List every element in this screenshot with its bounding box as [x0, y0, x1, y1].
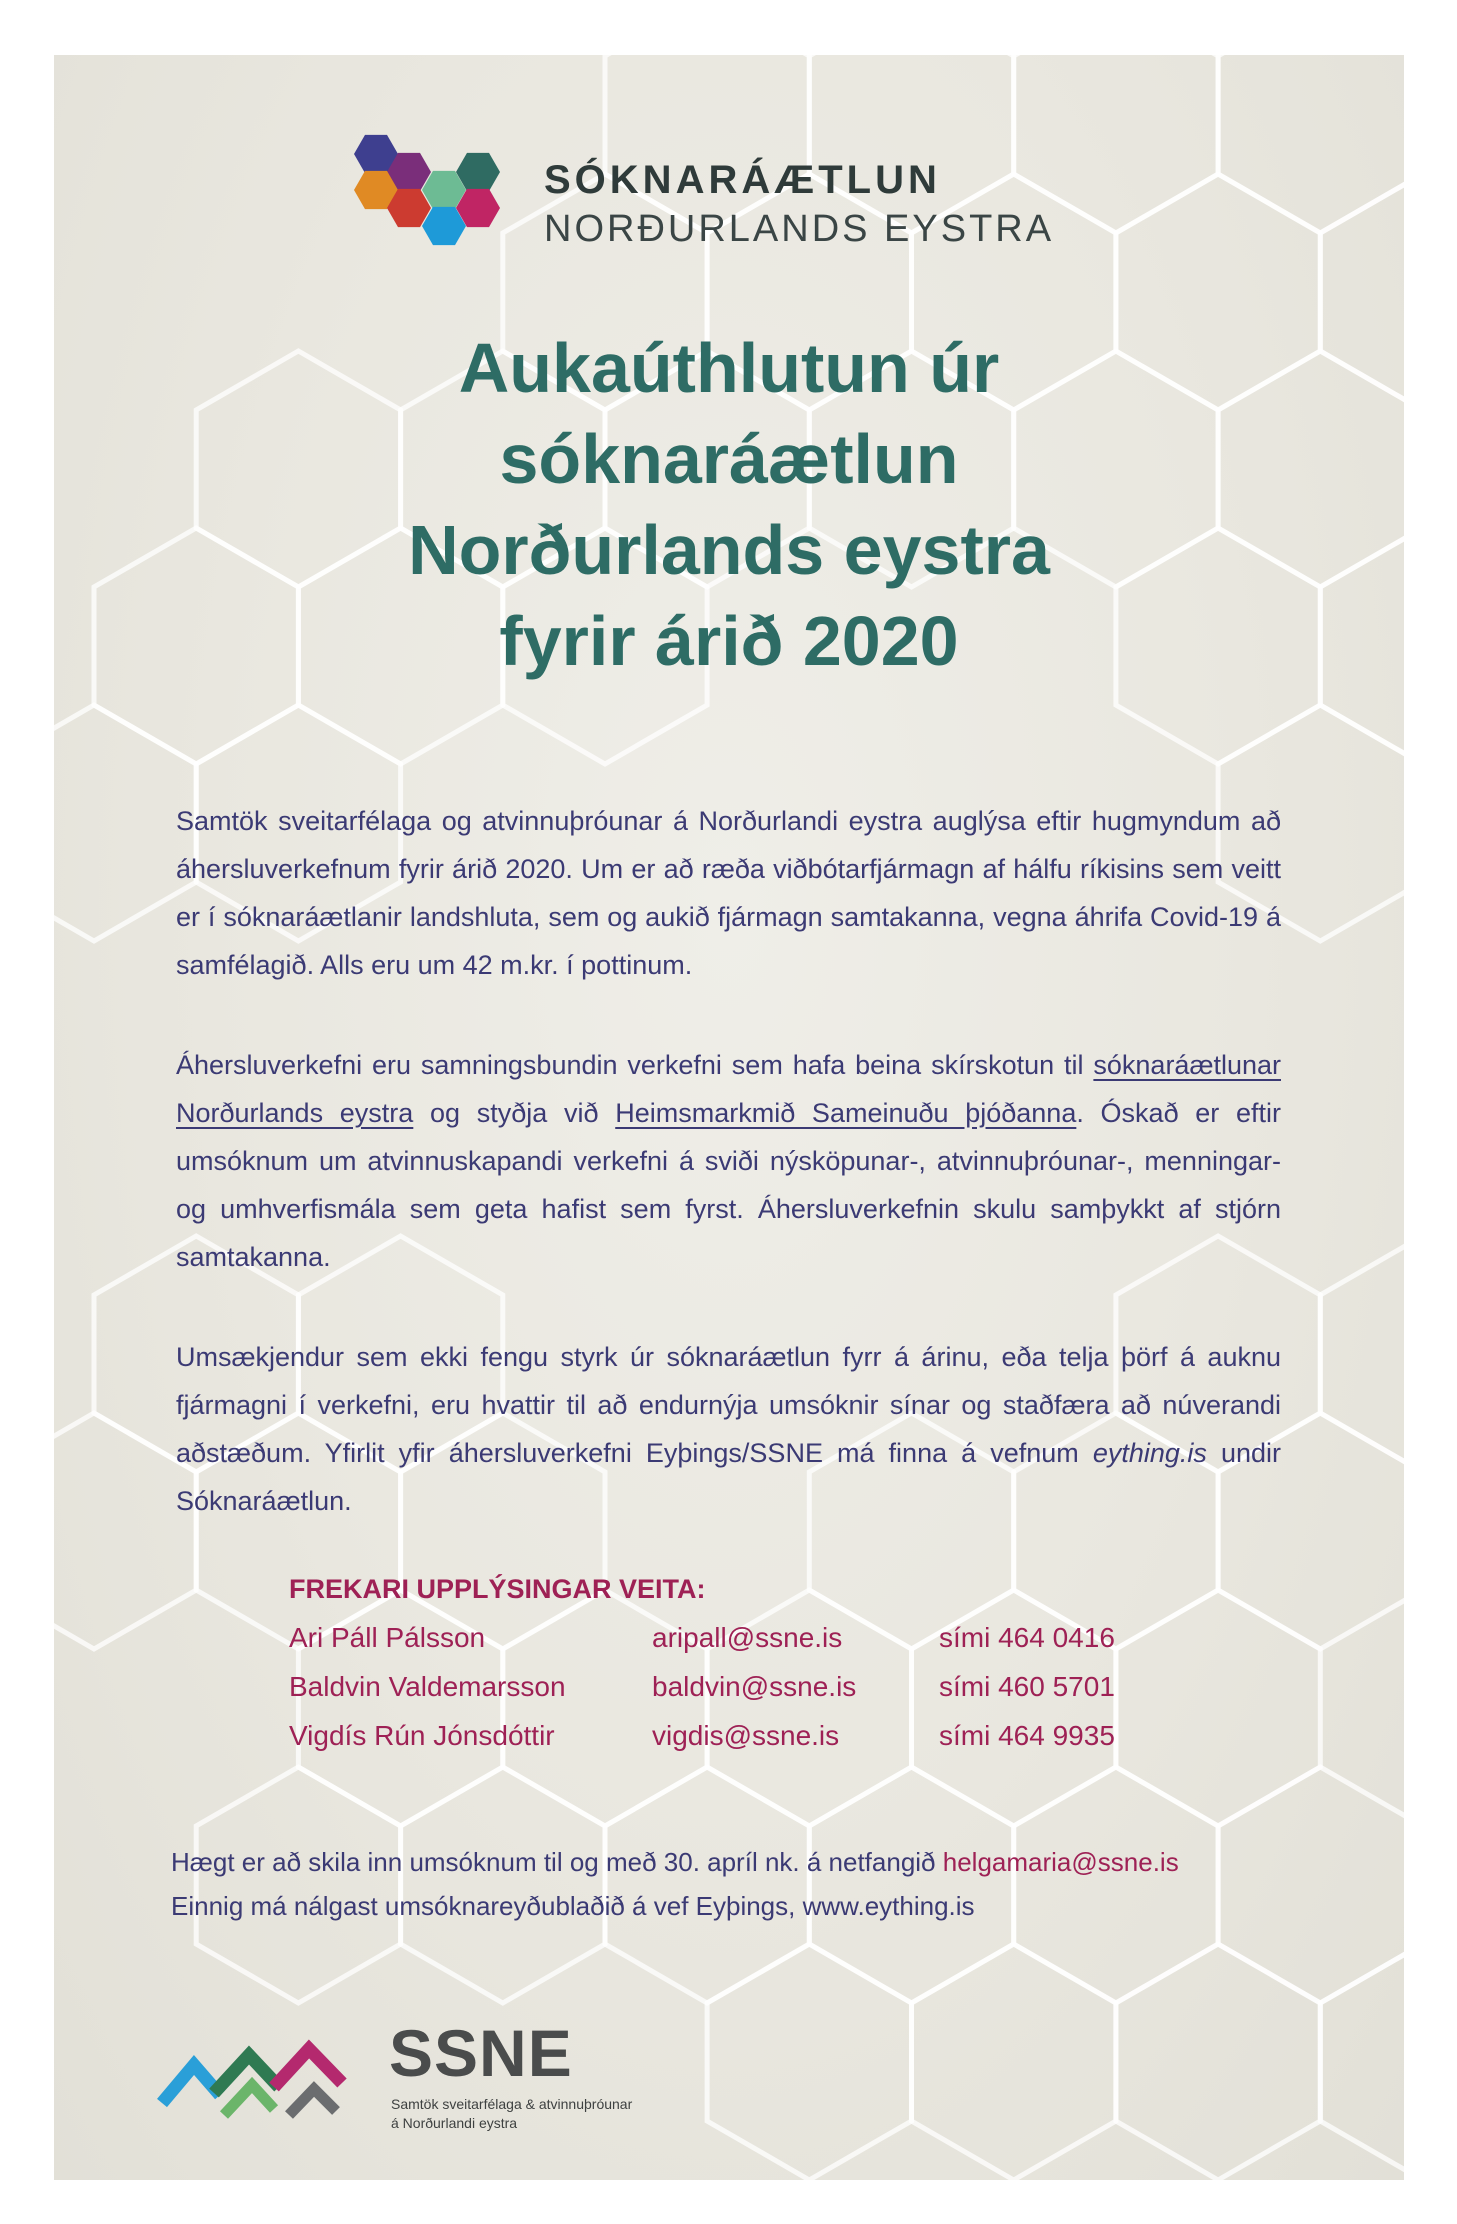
heimsmarkmid-link[interactable]: Heimsmarkmið Sameinuðu þjóðanna [615, 1098, 1077, 1128]
paragraph-projects-text-a: Áhersluverkefni eru samningsbundin verkefni sem hafa beina skírskotun til [176, 1050, 1094, 1080]
colored-hexagons-icon [354, 130, 534, 270]
background-hexagon [1014, 55, 1218, 233]
form-info-line: Einnig má nálgast umsóknareyðublaðið á vef Eyþings, www.eything.is [171, 1891, 975, 1921]
background-hexagon [1116, 1944, 1320, 2180]
logo-subtitle: NORÐURLANDS EYSTRA [544, 208, 1055, 250]
contact-name: Vigdís Rún Jónsdóttir [289, 1720, 555, 1751]
submission-text: Hægt er að skila inn umsóknum til og með 30. apríl nk. á netfangið [171, 1847, 943, 1877]
page-title [229, 323, 1229, 687]
background-hexagon [707, 1944, 911, 2180]
ssne-tagline-1: Samtök sveitarfélaga & atvinnuþróunar [391, 2096, 633, 2112]
background-hexagon [912, 1944, 1116, 2180]
title-line-2: sóknaráætlun [499, 420, 959, 498]
paragraph-projects-text-b: og styðja við [413, 1098, 616, 1128]
paragraph-projects-text-c: . Óskað er eftir umsóknum um atvinnuskapandi verkefni á sviði nýsköpunar-, atvinnuþróunar-, menningar- og umhverfismála sem geta hafist sem fyrst. Áhersluverkefnin skulu samþykkt af stjórn samtakanna. [176, 1098, 1282, 1272]
paragraph-projects [176, 1041, 1281, 1281]
background-hexagon [54, 705, 196, 941]
submission-email-link[interactable]: helgamaria@ssne.is [942, 1847, 1179, 1877]
background-hexagon [1218, 351, 1404, 587]
soknaraaetlun-link[interactable]: sóknaráætlunar Norðurlands eystra [176, 1050, 1281, 1128]
contact-phone: sími 460 5701 [939, 1671, 1115, 1702]
logo-title: SÓKNARÁÆTLUN [544, 158, 941, 202]
mountains-logo-icon [154, 2015, 384, 2125]
contact-list [289, 1565, 1189, 1760]
contact-row [289, 1613, 1189, 1662]
paragraph-applicants [176, 1333, 1281, 1525]
contact-heading: FREKARI UPPLÝSINGAR VEITA: [289, 1574, 706, 1604]
submission-line [171, 1840, 1321, 1884]
submission-info [171, 1840, 1321, 1928]
eything-site-text: eything.is [1092, 1438, 1207, 1468]
title-line-4: fyrir árið 2020 [499, 602, 959, 680]
contact-name: Ari Páll Pálsson [289, 1622, 486, 1653]
title-line-3: Norðurlands eystra [408, 511, 1050, 589]
contact-phone: sími 464 0416 [939, 1622, 1115, 1653]
contact-email[interactable]: aripall@ssne.is [652, 1622, 843, 1653]
soknaraaetlun-logo [354, 130, 1055, 270]
contact-phone: sími 464 9935 [939, 1720, 1115, 1751]
poster [54, 55, 1404, 2180]
ssne-logo [154, 2015, 633, 2145]
paragraph-intro: Samtök sveitarfélaga og atvinnuþróunar á Norðurlandi eystra auglýsa eftir hugmyndum að áhersluverkefnum fyrir árið 2020. Um er að ræða viðbótarfjármagn af hálfu ríkisins sem veitt er í sóknaráætlanir landshluta, sem og aukið fjármagn samtakanna, vegna áhrifa Covid-19 á samfélagið. Alls eru um 42 m.kr. í pottinum. [176, 806, 1281, 980]
title-line-1: Aukaúthlutun úr [458, 329, 1000, 407]
paragraph-applicants-text-a: Umsækjendur sem ekki fengu styrk úr sóknaráætlun fyrr á árinu, eða telja þörf á auknu fjármagni í verkefni, eru hvattir til að endurnýja umsóknir sínar og staðfæra að núverandi aðstæðum. Yfirlit yfir áhersluverkefni Eyþings/SSNE má finna á vefnum [176, 1342, 1281, 1468]
contact-email[interactable]: vigdis@ssne.is [652, 1720, 840, 1751]
background-hexagon [54, 1413, 196, 1649]
paragraph-applicants-text-b: undir Sóknaráætlun. [176, 1438, 1281, 1516]
contact-email[interactable]: baldvin@ssne.is [652, 1671, 857, 1702]
background-hexagon [1320, 1944, 1404, 2180]
ssne-wordmark: SSNE [389, 2016, 573, 2090]
ssne-tagline [391, 2095, 651, 2133]
contact-row [289, 1662, 1189, 1711]
announcement-body [176, 797, 1281, 1577]
ssne-tagline-2: á Norðurlandi eystra [391, 2115, 518, 2131]
contact-row [289, 1711, 1189, 1760]
background-hexagon [1218, 55, 1404, 233]
contact-name: Baldvin Valdemarsson [289, 1671, 566, 1702]
